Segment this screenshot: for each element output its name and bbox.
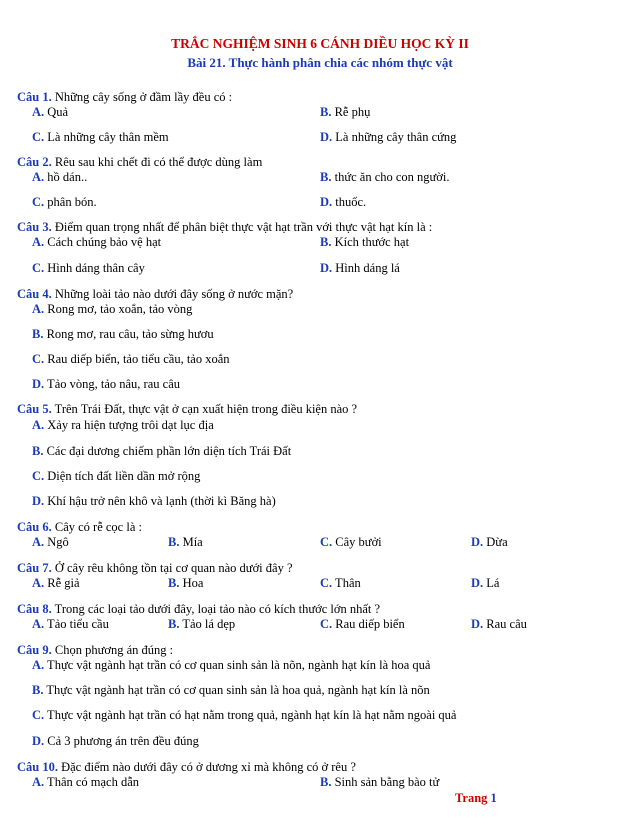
answer-8c: C. Rau diếp biển (320, 617, 405, 631)
question-text: Những cây sống ở đầm lầy đều có : (51, 90, 233, 104)
question-number: Câu 3. (17, 220, 52, 234)
question-3 (17, 220, 627, 234)
question-2 (17, 155, 627, 169)
answer-1a: A. Quả (32, 105, 69, 119)
answer-2b: B. thức ăn cho con người. (320, 170, 450, 184)
question-1 (17, 90, 627, 104)
answer-5d: D. Khí hậu trở nên khô và lạnh (thời kì Băng hà) (32, 494, 276, 508)
question-text: Trên Trái Đất, thực vật ở cạn xuất hiện trong điều kiện nào ? (51, 402, 358, 416)
question-text: Ở cây rêu không tồn tại cơ quan nào dưới đây ? (51, 561, 293, 575)
question-text: Những loài tảo nào dưới đây sống ở nước mặn? (51, 287, 294, 301)
answer-9d: D. Cả 3 phương án trên đều đúng (32, 734, 199, 748)
question-4 (17, 287, 627, 301)
answer-5a: A. Xảy ra hiện tượng trôi dạt lục địa (32, 418, 214, 432)
question-10 (17, 760, 627, 774)
answer-10a: A. Thân có mạch dẫn (32, 775, 140, 789)
question-text: Đặc điểm nào dưới đây có ở dương xỉ mà không có ở rêu ? (57, 760, 356, 774)
answer-6d: D. Dừa (471, 535, 508, 549)
question-number: Câu 4. (17, 287, 52, 301)
question-number: Câu 10. (17, 760, 58, 774)
answer-7a: A. Rễ giả (32, 576, 80, 590)
answer-9c: C. Thực vật ngành hạt trần có hạt nằm trong quả, ngành hạt kín là hạt nằm ngoài quả (32, 708, 457, 722)
question-number: Câu 6. (17, 520, 52, 534)
answer-9a: A. Thực vật ngành hạt trần có cơ quan sinh sản là nõn, ngành hạt kín là hoa quả (32, 658, 431, 672)
question-number: Câu 7. (17, 561, 52, 575)
answer-5c: C. Diện tích đất liền dần mở rộng (32, 469, 201, 483)
question-number: Câu 1. (17, 90, 52, 104)
answer-2a: A. hồ dán.. (32, 170, 88, 184)
page-number: Trang 1 (455, 791, 497, 805)
answer-7c: C. Thân (320, 576, 361, 590)
answer-8a: A. Tảo tiểu cầu (32, 617, 109, 631)
answer-7b: B. Hoa (168, 576, 204, 590)
answer-8d: D. Rau câu (471, 617, 527, 631)
answer-4d: D. Tảo vòng, tảo nâu, rau câu (32, 377, 180, 391)
answer-7d: D. Lá (471, 576, 500, 590)
question-text: Cây có rễ cọc là : (51, 520, 142, 534)
answer-2c: C. phân bón. (32, 195, 97, 209)
question-number: Câu 2. (17, 155, 52, 169)
question-8 (17, 602, 627, 616)
question-9 (17, 643, 627, 657)
question-number: Câu 5. (17, 402, 52, 416)
answer-6b: B. Mía (168, 535, 203, 549)
answer-3d: D. Hình dáng lá (320, 261, 400, 275)
answer-1c: C. Là những cây thân mềm (32, 130, 169, 144)
question-text: Điểm quan trọng nhất để phân biệt thực vật hạt trần với thực vật hạt kín là : (51, 220, 433, 234)
question-number: Câu 9. (17, 643, 52, 657)
answer-4c: C. Rau diếp biển, tảo tiểu cầu, tảo xoắn (32, 352, 230, 366)
answer-5b: B. Các đại dương chiếm phần lớn diện tích Trái Đất (32, 444, 292, 458)
answer-3b: B. Kích thước hạt (320, 235, 410, 249)
answer-10b: B. Sinh sản bằng bào tử (320, 775, 440, 789)
answer-3a: A. Cách chúng bảo vệ hạt (32, 235, 162, 249)
answer-3c: C. Hình dáng thân cây (32, 261, 145, 275)
question-text: Chọn phương án đúng : (51, 643, 174, 657)
answer-9b: B. Thực vật ngành hạt trần có cơ quan sinh sản là hoa quả, ngành hạt kín là nõn (32, 683, 430, 697)
question-5 (17, 402, 627, 416)
answer-6a: A. Ngô (32, 535, 69, 549)
document-subtitle: Bài 21. Thực hành phân chia các nhóm thực vật (187, 55, 453, 70)
answer-8b: B. Tảo lá dẹp (168, 617, 236, 631)
question-text: Trong các loại tảo dưới đây, loại tảo nào có kích thước lớn nhất ? (51, 602, 381, 616)
answer-6c: C. Cây bưởi (320, 535, 382, 549)
answer-2d: D. thuốc. (320, 195, 367, 209)
answer-4b: B. Rong mơ, rau câu, tảo sừng hươu (32, 327, 214, 341)
answer-1b: B. Rễ phụ (320, 105, 371, 119)
question-text: Rêu sau khi chết đi có thể được dùng làm (51, 155, 263, 169)
document-title: TRẮC NGHIỆM SINH 6 CÁNH DIỀU HỌC KỲ II (171, 36, 469, 51)
answer-1d: D. Là những cây thân cứng (320, 130, 457, 144)
question-6 (17, 520, 627, 534)
answer-4a: A. Rong mơ, tảo xoắn, tảo vòng (32, 302, 193, 316)
question-number: Câu 8. (17, 602, 52, 616)
question-7 (17, 561, 627, 575)
